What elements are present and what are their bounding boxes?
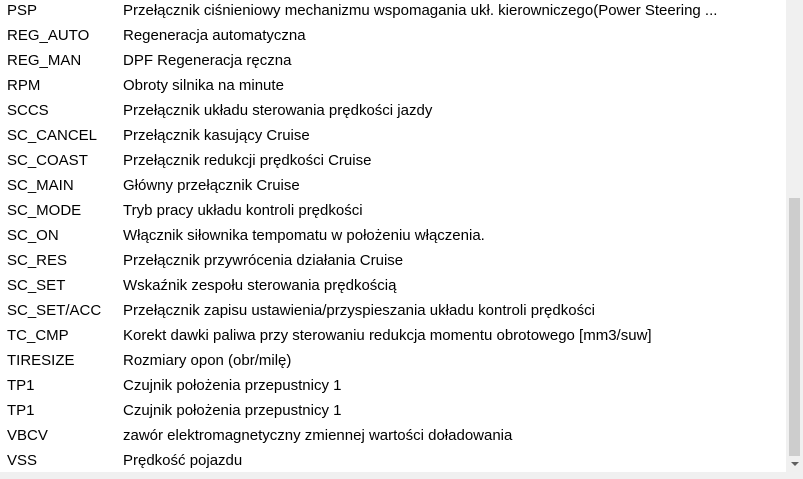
list-item[interactable] — [0, 200, 785, 225]
parameter-description: Przełącznik układu sterowania prędkości jazdy — [123, 102, 433, 119]
parameter-description: Obroty silnika na minute — [123, 77, 284, 94]
parameter-description: Tryb pracy układu kontroli prędkości — [123, 202, 363, 219]
vertical-scrollbar[interactable] — [786, 0, 803, 472]
list-item[interactable] — [0, 425, 785, 450]
parameter-description: Wskaźnik zespołu sterowania prędkością — [123, 277, 397, 294]
list-item[interactable] — [0, 400, 785, 425]
horizontal-scrollbar[interactable] — [0, 472, 803, 479]
parameter-description: Rozmiary opon (obr/milę) — [123, 352, 292, 369]
parameter-code: REG_AUTO — [7, 27, 90, 44]
parameter-code: VBCV — [7, 427, 48, 444]
parameter-code: SC_MAIN — [7, 177, 74, 194]
list-item[interactable] — [0, 75, 785, 100]
parameter-description: Główny przełącznik Cruise — [123, 177, 300, 194]
parameter-code: TC_CMP — [7, 327, 69, 344]
parameter-code: SC_COAST — [7, 152, 88, 169]
parameter-description: Przełącznik kasujący Cruise — [123, 127, 310, 144]
parameter-code: SC_CANCEL — [7, 127, 98, 144]
list-item[interactable] — [0, 250, 785, 275]
parameter-code: REG_MAN — [7, 52, 82, 69]
list-item[interactable] — [0, 325, 785, 350]
parameter-description: Przełącznik ciśnieniowy mechanizmu wspomagania ukł. kierowniczego(Power Steering ... — [123, 2, 718, 19]
parameter-code: SC_RES — [7, 252, 68, 269]
parameter-description: zawór elektromagnetyczny zmiennej wartości doładowania — [123, 427, 513, 444]
list-item[interactable] — [0, 150, 785, 175]
parameter-code: SC_ON — [7, 227, 59, 244]
parameter-code: SCCS — [7, 102, 49, 119]
list-item[interactable] — [0, 350, 785, 375]
list-item[interactable] — [0, 25, 785, 50]
list-item[interactable] — [0, 175, 785, 200]
parameter-description: Regeneracja automatyczna — [123, 27, 306, 44]
list-item[interactable] — [0, 225, 785, 250]
parameter-code: SC_MODE — [7, 202, 82, 219]
scrollbar-thumb[interactable] — [789, 198, 800, 456]
parameter-description: Korekt dawki paliwa przy sterowaniu redukcja momentu obrotowego [mm3/suw] — [123, 327, 652, 344]
parameter-code: TIRESIZE — [7, 352, 75, 369]
list-item[interactable] — [0, 275, 785, 300]
parameter-description: Czujnik położenia przepustnicy 1 — [123, 377, 342, 394]
list-item[interactable] — [0, 0, 785, 25]
parameter-description: Włącznik siłownika tempomatu w położeniu włączenia. — [123, 227, 485, 244]
parameter-description: DPF Regeneracja ręczna — [123, 52, 292, 69]
parameter-code: TP1 — [7, 402, 35, 419]
list-item[interactable] — [0, 50, 785, 75]
parameter-description: Prędkość pojazdu — [123, 452, 243, 469]
parameter-description: Czujnik położenia przepustnicy 1 — [123, 402, 342, 419]
list-item[interactable] — [0, 100, 785, 125]
list-item[interactable] — [0, 300, 785, 325]
parameter-code: PSP — [7, 2, 38, 19]
chevron-down-icon — [791, 462, 799, 466]
list-item[interactable] — [0, 450, 785, 472]
parameter-description: Przełącznik redukcji prędkości Cruise — [123, 152, 372, 169]
parameter-description: Przełącznik przywrócenia działania Cruise — [123, 252, 404, 269]
parameter-code: RPM — [7, 77, 41, 94]
scroll-down-button[interactable] — [786, 456, 803, 472]
list-item[interactable] — [0, 125, 785, 150]
list-item[interactable] — [0, 375, 785, 400]
parameter-code: SC_SET/ACC — [7, 302, 102, 319]
parameter-code: TP1 — [7, 377, 35, 394]
parameter-description: Przełącznik zapisu ustawienia/przyspieszania układu kontroli prędkości — [123, 302, 595, 319]
parameter-code: SC_SET — [7, 277, 66, 294]
parameter-code: VSS — [7, 452, 38, 469]
